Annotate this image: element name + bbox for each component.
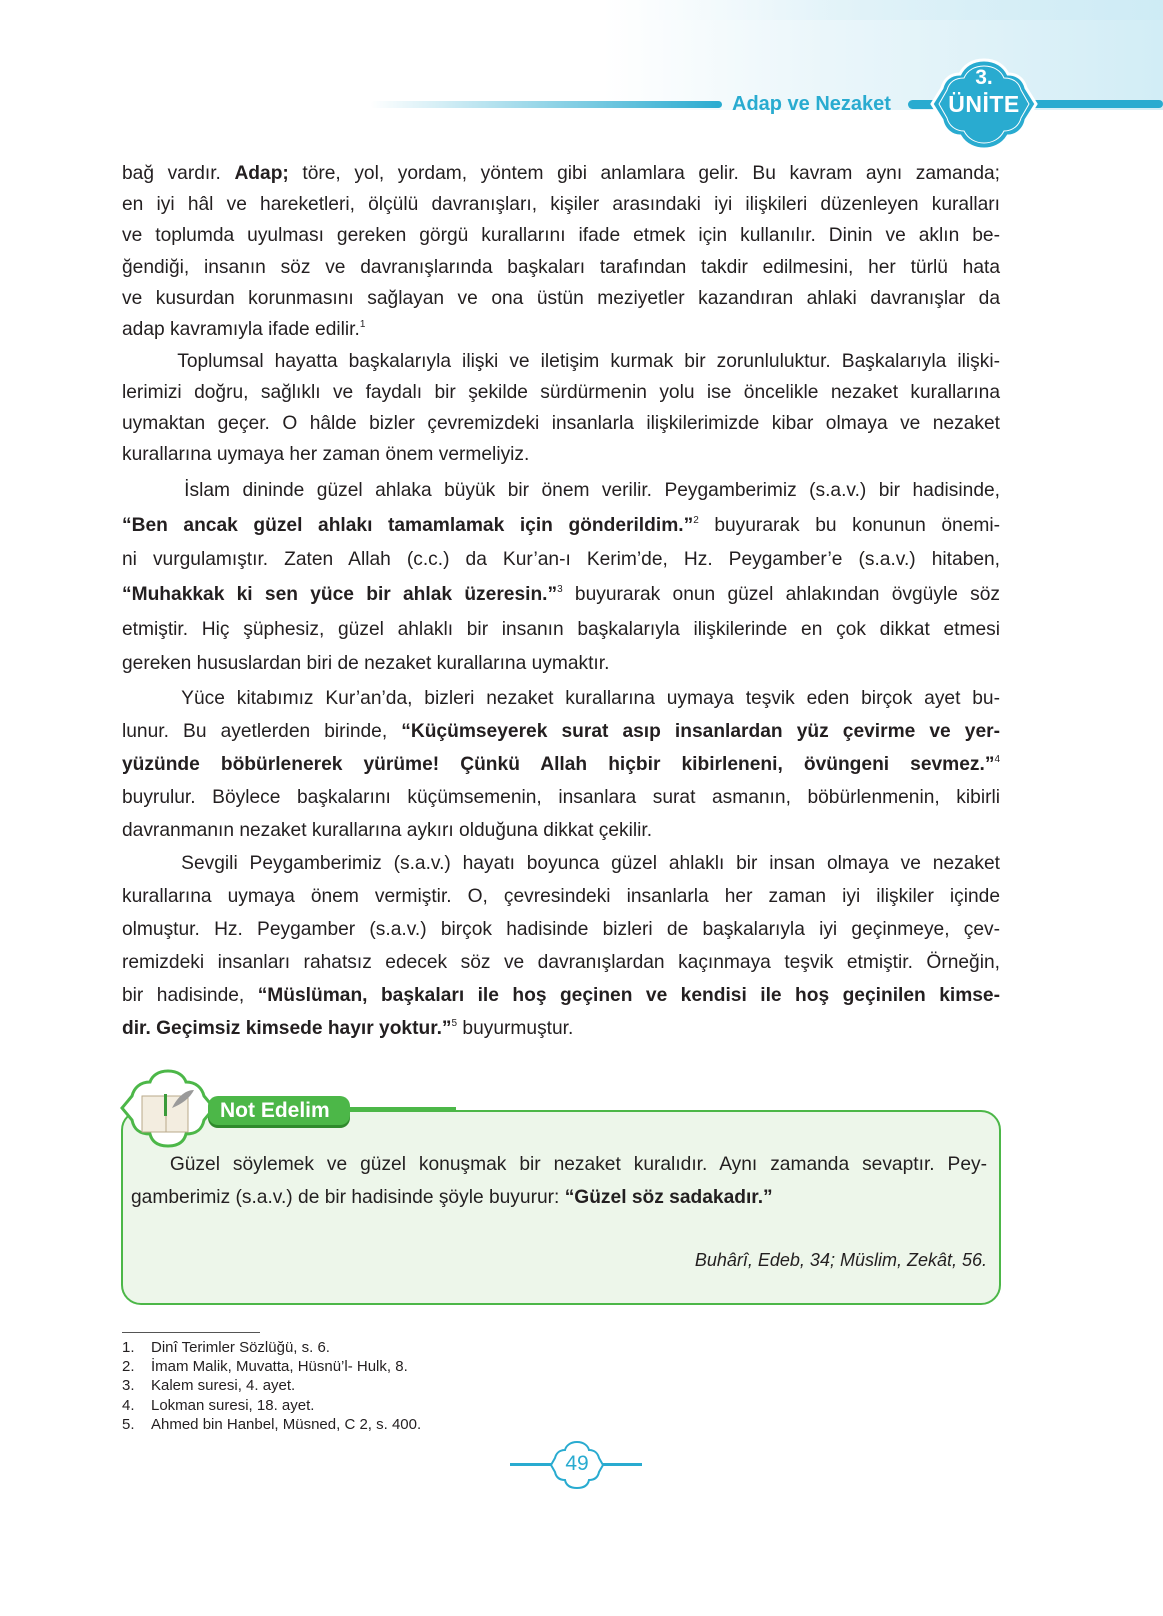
bold-quote: “Küçümseyerek surat asıp insanlardan yüz çevirme ve yer- [401, 720, 1001, 742]
footnote-number: 5. [122, 1415, 135, 1433]
footnote-text: İmam Malik, Muvatta, Hüsnü’l- Hulk, 8. [151, 1358, 408, 1376]
paragraph [122, 346, 1000, 470]
text-run: Yüce kitabımız Kur’an’da, bizleri nezaket kurallarına uymaya teşvik eden birçok ayet bu- [122, 687, 1000, 709]
text-line [122, 847, 1000, 880]
text-line [122, 613, 1000, 648]
text-run: ni vurgulamıştır. Zaten Allah (c.c.) da Kur’an-ı Kerim’de, Hz. Peygamber’e (s.a.v.) hitaben, [122, 549, 1000, 571]
footnote-text: Lokman suresi, 18. ayet. [151, 1396, 315, 1414]
text-run: bir hadisinde, [122, 984, 258, 1006]
text-line [122, 647, 1000, 682]
footnote-text: Kalem suresi, 4. ayet. [151, 1377, 296, 1395]
text-run: adap kavramıyla ifade edilir. [122, 319, 360, 341]
text-run: ve toplumda uyulması gereken görgü kurallarını ifade etmek için kullanılır. Dinin ve aklın be- [122, 225, 1000, 247]
text-line [122, 781, 1000, 814]
text-run: buyurmuştur. [457, 1017, 574, 1039]
bold-quote: “Muhakkak ki sen yüce bir ahlak üzeresin.” [122, 584, 558, 605]
bold-quote: Adap; [234, 163, 289, 184]
text-line [131, 1181, 987, 1214]
bold-quote: “Müslüman, başkaları ile hoş geçinen ve kendisi ile hoş geçinilen kimse- [257, 984, 1000, 1006]
text-line [122, 314, 1000, 345]
bold-quote: dir. Geçimsiz kimsede hayır yoktur.” [122, 1017, 452, 1039]
paragraph [122, 474, 1000, 682]
text-run: İslam dininde güzel ahlaka büyük bir önem verilir. Peygamberimiz (s.a.v.) bir hadisinde, [122, 480, 1000, 502]
note-title: Not Edelim [208, 1096, 350, 1125]
page-number-line-left [510, 1463, 554, 1466]
text-line [122, 439, 1000, 470]
bold-quote: “Güzel söz sadakadır.” [564, 1187, 773, 1208]
text-run: en iyi hâl ve hareketleri, ölçülü davranışları, kişiler arasındaki iyi ilişkileri düzenleyen kuralları [122, 194, 1000, 216]
text-line [122, 509, 1000, 544]
text-run: buyurarak onun güzel ahlakından övgüyle söz [562, 584, 1001, 605]
text-line [122, 748, 1000, 781]
footnote [122, 1338, 421, 1357]
text-run: Güzel söylemek ve güzel konuşmak bir nezaket kuralıdır. Aynı zamanda sevaptır. Pey- [131, 1154, 987, 1175]
text-line [122, 1012, 1000, 1045]
footnote-ref: 1 [359, 319, 366, 331]
footnote-number: 1. [122, 1339, 135, 1356]
note-source: Buhârî, Edeb, 34; Müslim, Zekât, 56. [694, 1250, 987, 1270]
text-run: ve kusurdan korunmasını sağlayan ve ona üstün meziyetler kazandıran ahlaki davranışlar da [122, 287, 1000, 309]
text-run: olmuştur. Hz. Peygamber (s.a.v.) birçok hadisinde bizleri de başkalarıyla iyi geçinmeye, çev- [122, 918, 1000, 940]
footnote-text: Ahmed bin Hanbel, Müsned, C 2, s. 400. [151, 1415, 422, 1433]
footnote [122, 1376, 421, 1395]
paragraph [122, 847, 1000, 1045]
text-run: etmiştir. Hiç şüphesiz, güzel ahlaklı bir insanın başkalarıyla ilişkilerinde en çok dikkat etmesi [122, 618, 1000, 640]
text-line [122, 408, 1000, 439]
text-line [122, 283, 1000, 314]
footnote [122, 1396, 421, 1415]
text-run: gamberimiz (s.a.v.) de bir hadisinde şöyle buyurur: [131, 1187, 565, 1208]
bold-quote: “Ben ancak güzel ahlakı tamamlamak için gönderildim.” [122, 514, 694, 536]
text-line [122, 814, 1000, 847]
footnote-ref: 4 [994, 753, 1000, 765]
footnote [122, 1357, 421, 1376]
footnote-ref: 2 [693, 514, 699, 526]
text-line [122, 220, 1000, 251]
paragraph [122, 158, 1000, 345]
text-run: kurallarına uymaya her zaman önem vermeliyiz. [122, 444, 530, 466]
text-line [122, 543, 1000, 578]
text-run: bağ vardır. [122, 163, 235, 184]
section-title: Adap ve Nezaket [732, 93, 891, 115]
footnote-rule [122, 1332, 260, 1333]
footnote-number: 3. [122, 1377, 135, 1395]
note-text [131, 1148, 987, 1214]
text-line [122, 189, 1000, 220]
text-line [122, 913, 1000, 946]
text-line [122, 252, 1000, 283]
text-run: buyrulur. Böylece başkalarını küçümsemenin, insanlara surat asmanın, böbürlenmenin, kibirli [122, 786, 1000, 808]
footnote-ref: 5 [451, 1017, 458, 1029]
bold-quote: yüzünde böbürlenerek yürüme! Çünkü Allah hiçbir kibirleneni, övüngeni sevmez.” [122, 753, 995, 775]
text-run: buyurarak bu konunun önemi- [698, 514, 1000, 536]
text-run: Sevgili Peygamberimiz (s.a.v.) hayatı boyunca güzel ahlaklı bir insan olmaya ve nezaket [122, 852, 1000, 874]
text-run: remizdeki insanları rahatsız edecek söz ve davranışlardan kaçınmaya teşvik etmiştir. Örneğin, [122, 951, 1000, 973]
paragraph [122, 682, 1000, 847]
footnote-text: Dinî Terimler Sözlüğü, s. 6. [151, 1339, 330, 1356]
text-line [122, 377, 1000, 408]
footnote [122, 1415, 421, 1434]
header-gradient-bar [370, 101, 722, 108]
text-line [122, 979, 1000, 1012]
page-number: 49 [565, 1452, 589, 1475]
footnotes [122, 1338, 421, 1434]
text-run: töre, yol, yordam, yöntem gibi anlamlara gelir. Bu kavram aynı zamanda; [288, 163, 1000, 184]
text-run: Toplumsal hayatta başkalarıyla ilişki ve iletişim kurmak bir zorunluluktur. Başkalarıyla ilişki- [122, 351, 1000, 373]
text-run: kurallarına uymaya önem vermiştir. O, çevresindeki insanlarla her zaman iyi ilişkiler içinde [122, 885, 1000, 907]
footnote-number: 4. [122, 1396, 135, 1414]
text-line [122, 474, 1000, 509]
text-run: lerimizi doğru, sağlıklı ve faydalı bir şekilde sürdürmenin yolu ise öncelikle nezaket kurallarına [122, 382, 1000, 404]
text-line [122, 946, 1000, 979]
text-run: lunur. Bu ayetlerden birinde, [122, 720, 402, 742]
text-run: ğendiği, insanın söz ve davranışlarında başkaları tarafından takdir edilmesini, her türlü hata [122, 256, 1000, 278]
footnote-number: 2. [122, 1358, 135, 1376]
footnote-ref: 3 [557, 584, 563, 595]
text-line [122, 578, 1000, 613]
text-run: uymaktan geçer. O hâlde bizler çevremizdeki insanlarla ilişkilerimizde kibar olmaya ve nezaket [122, 413, 1000, 435]
text-line [122, 715, 1000, 748]
book-quill-icon [120, 1068, 216, 1148]
page-number-line-right [600, 1463, 642, 1466]
note-title-rule [340, 1107, 456, 1111]
body-text [122, 158, 1000, 1045]
unit-number: 3. [975, 66, 993, 89]
text-run: gereken hususlardan biri de nezaket kurallarına uymaktır. [122, 653, 610, 675]
text-run: davranmanın nezaket kurallarına aykırı olduğuna dikkat çekilir. [122, 819, 653, 841]
text-line [122, 880, 1000, 913]
text-line [122, 158, 1000, 189]
unit-label: ÜNİTE [948, 91, 1020, 117]
text-line [122, 346, 1000, 377]
text-line [131, 1148, 987, 1181]
text-line [122, 682, 1000, 715]
header-bar-right [1030, 100, 1163, 108]
